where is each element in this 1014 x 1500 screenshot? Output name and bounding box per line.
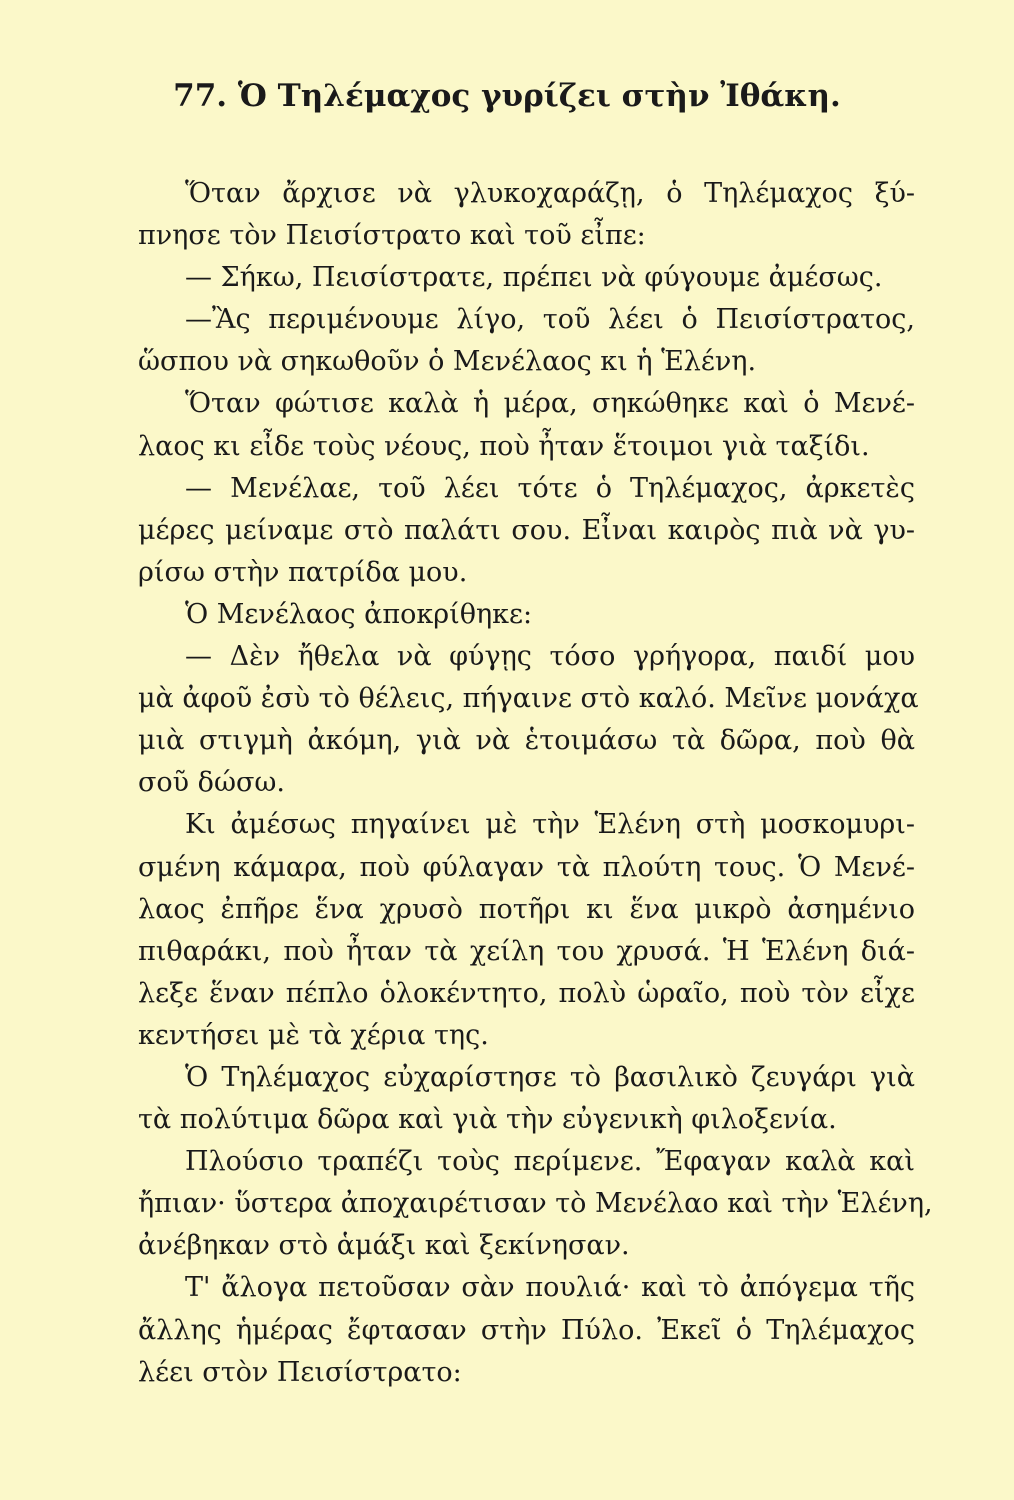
text-line: λεξε ἕναν πέπλο ὁλοκέντητο, πολὺ ὡραῖο, ποὺ τὸν εἶχε xyxy=(138,977,915,1009)
text-line: ἀνέβηκαν στὸ ἁμάξι καὶ ξεκίνησαν. xyxy=(138,1230,630,1262)
text-line: —Ἂς περιμένουμε λίγο, τοῦ λέει ὁ Πεισίστρατος, xyxy=(185,304,915,336)
text-line: μιὰ στιγμὴ ἀκόμη, γιὰ νὰ ἑτοιμάσω τὰ δῶρα, ποὺ θὰ xyxy=(138,725,915,757)
text-line: σμένη κάμαρα, ποὺ φύλαγαν τὰ πλούτη τους. Ὁ Μενέ- xyxy=(138,851,915,883)
text-line: λέει στὸν Πεισίστρατο: xyxy=(138,1356,462,1388)
chapter-title: 77. Ὁ Τηλέμαχος γυρίζει στὴν Ἰθάκη. xyxy=(173,78,841,114)
text-line: πνησε τὸν Πεισίστρατο καὶ τοῦ εἶπε: xyxy=(138,220,646,252)
text-line: Πλούσιο τραπέζι τοὺς περίμενε. Ἔφαγαν καλὰ καὶ xyxy=(185,1146,915,1178)
text-line: Τ' ἄλογα πετοῦσαν σὰν πουλιά· καὶ τὸ ἀπόγεμα τῆς xyxy=(185,1272,915,1304)
text-line: λαος κι εἶδε τοὺς νέους, ποὺ ἦταν ἕτοιμοι γιὰ ταξίδι. xyxy=(138,430,870,462)
text-line: μὰ ἀφοῦ ἐσὺ τὸ θέλεις, πήγαινε στὸ καλό. Μεῖνε μονάχα xyxy=(138,683,919,715)
text-line: πιθαράκι, ποὺ ἦταν τὰ χείλη του χρυσά. Ἡ Ἑλένη διά- xyxy=(138,935,915,967)
text-line: κεντήσει μὲ τὰ χέρια της. xyxy=(138,1019,489,1051)
text-line: ἄλλης ἡμέρας ἔφτασαν στὴν Πύλο. Ἐκεῖ ὁ Τηλέμαχος xyxy=(138,1314,915,1346)
text-line: Κι ἀμέσως πηγαίνει μὲ τὴν Ἑλένη στὴ μοσκομυρι- xyxy=(185,809,915,841)
text-line: — Σήκω, Πεισίστρατε, πρέπει νὰ φύγουμε ἀμέσως. xyxy=(185,262,883,294)
text-line: Ὁ Τηλέμαχος εὐχαρίστησε τὸ βασιλικὸ ζευγάρι γιὰ xyxy=(185,1061,915,1093)
text-line: Ὁ Μενέλαος ἀποκρίθηκε: xyxy=(185,598,533,630)
text-line: ἤπιαν· ὕστερα ἀποχαιρέτισαν τὸ Μενέλαο καὶ τὴν Ἑλένη, xyxy=(138,1188,933,1220)
text-line: μέρες μείναμε στὸ παλάτι σου. Εἶναι καιρὸς πιὰ νὰ γυ- xyxy=(138,514,915,546)
text-line: — Μενέλαε, τοῦ λέει τότε ὁ Τηλέμαχος, ἀρκετὲς xyxy=(185,472,915,504)
text-line: τὰ πολύτιμα δῶρα καὶ γιὰ τὴν εὐγενικὴ φιλοξενία. xyxy=(138,1104,837,1136)
text-line: σοῦ δώσω. xyxy=(138,767,285,799)
text-line: Ὅταν ἄρχισε νὰ γλυκοχαράζῃ, ὁ Τηλέμαχος ξύ- xyxy=(185,178,915,209)
text-line: — Δὲν ἤθελα νὰ φύγῃς τόσο γρήγορα, παιδί μου xyxy=(185,641,915,673)
text-line: ὥσπου νὰ σηκωθοῦν ὁ Μενέλαος κι ἡ Ἑλένη. xyxy=(138,346,757,378)
text-line: λαος ἐπῆρε ἕνα χρυσὸ ποτῆρι κι ἕνα μικρὸ ἀσημένιο xyxy=(138,893,915,925)
text-line: Ὅταν φώτισε καλὰ ἡ μέρα, σηκώθηκε καὶ ὁ Μενέ- xyxy=(185,388,915,420)
page-body-text xyxy=(138,173,933,1394)
text-line: ρίσω στὴν πατρίδα μου. xyxy=(138,556,468,588)
